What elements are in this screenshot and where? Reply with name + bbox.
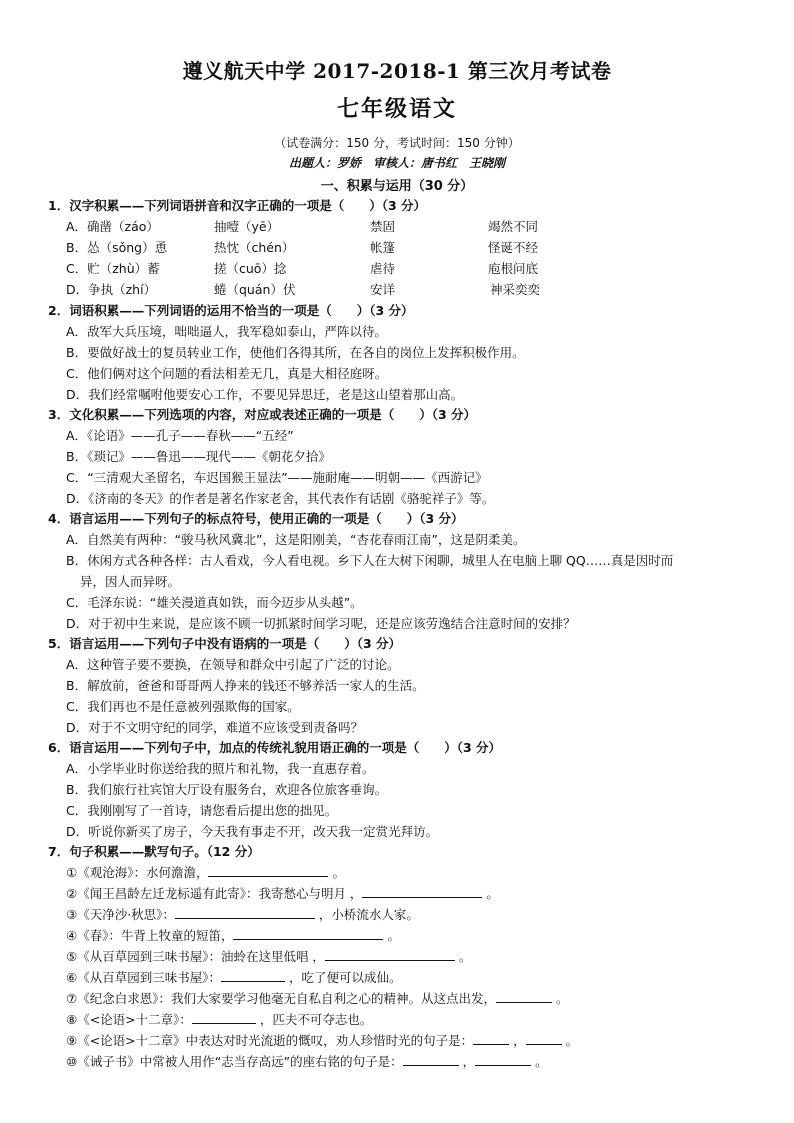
q7-item-1 <box>66 863 345 881</box>
question-7-stem: 7．句子积累——默写句子。（12 分） <box>48 844 260 859</box>
q1-option-a-2: 抽噎（yē） <box>214 219 280 234</box>
answer-blank[interactable] <box>475 1053 531 1066</box>
q1-option-d-4: 神采奕奕 <box>490 282 541 297</box>
q6-option-b: B．我们旅行社宾馆大厅设有服务台，欢迎各位旅客垂询。 <box>66 782 388 797</box>
q7-item-end: ，吃了便可以成仙。 <box>284 970 402 985</box>
authors-info: 出题人：罗娇 审核人：唐书红 王晓刚 <box>288 156 505 170</box>
q4-option-d: D．对于初中生来说，是应该不顾一切抓紧时间学习呢，还是应该劳逸结合注意时间的安排？ <box>66 616 576 631</box>
q7-item-separator: ， <box>458 1054 476 1069</box>
q7-item-6 <box>66 968 401 986</box>
q1-option-a-4: 竭然不同 <box>488 219 539 234</box>
q7-item-7 <box>66 989 568 1007</box>
q7-item-9 <box>66 1031 578 1049</box>
q7-item-8 <box>66 1010 372 1028</box>
q7-item-text: ⑦《纪念白求恩》：我们大家要学习他毫无自私自利之心的精神。从这点出发， <box>66 991 496 1006</box>
q1-option-a-1: A．确凿（záo） <box>66 219 159 234</box>
q1-option-d-1: D．争执（zhí） <box>66 282 157 297</box>
answer-blank[interactable] <box>473 1032 509 1045</box>
q3-option-d: D．《济南的冬天》的作者是著名作家老舍，其代表作有话剧《骆驼祥子》等。 <box>66 491 495 506</box>
q6-option-a: A．小学毕业时你送给我的照片和礼物，我一直惠存着。 <box>66 761 375 776</box>
q2-option-d: D．我们经常嘱咐他要安心工作，不要见异思迁，老是这山望着那山高。 <box>66 387 464 402</box>
q5-option-d: D．对于不文明守纪的同学，难道不应该受到责备吗？ <box>66 720 364 735</box>
q7-item-end: ，匹夫不可夺志也。 <box>255 1012 373 1027</box>
q1-option-c-1: C．贮（zhù）蓄 <box>66 261 160 276</box>
question-6-stem: 6．语言运用——下列句子中，加点的传统礼貌用语正确的一项是（ ）（3 分） <box>48 740 501 755</box>
q7-item-text: ④《春》：牛背上牧童的短笛， <box>66 928 234 943</box>
q7-item-text: ①《观沧海》：水何澹澹， <box>66 865 209 880</box>
q1-option-c-2: 搓（cuō）捻 <box>214 261 287 276</box>
q1-option-b-1: B．怂（sǒng）恿 <box>66 240 168 255</box>
q5-option-b: B．解放前，爸爸和哥哥两人挣来的钱还不够养活一家人的生活。 <box>66 678 425 693</box>
answer-blank[interactable] <box>496 990 552 1003</box>
answer-blank[interactable] <box>192 1011 256 1024</box>
q4-option-b: B．休闲方式各种各样：古人看戏，今人看电视。乡下人在大树下闲聊，城里人在电脑上聊 QQ……真是因时而 <box>66 553 674 568</box>
score-time-info: （试卷满分：150 分，考试时间：150 分钟） <box>274 136 520 150</box>
exam-subtitle: 七年级语文 <box>336 96 457 122</box>
q7-item-end: 。 <box>482 886 499 901</box>
q2-option-a: A．敌军大兵压境，咄咄逼人，我军稳如泰山，严阵以待。 <box>66 324 388 339</box>
q7-item-end: 。 <box>328 865 345 880</box>
question-2-stem: 2．词语积累——下列词语的运用不恰当的一项是（ ）（3 分） <box>48 303 414 318</box>
q7-item-end: 。 <box>383 928 400 943</box>
exam-title: 遵义航天中学 2017-2018-1 第三次月考试卷 <box>182 59 612 83</box>
q7-item-text: ③《天净沙·秋思》： <box>66 907 175 922</box>
q1-option-d-3: 安详 <box>370 282 396 297</box>
answer-blank[interactable] <box>362 885 482 898</box>
q6-option-d: D．听说你新买了房子，今天我有事走不开，改天我一定赏光拜访。 <box>66 824 439 839</box>
q5-option-c: C．我们再也不是任意被列强欺侮的国家。 <box>66 699 300 714</box>
q7-item-text: ⑧《<论语>十二章》： <box>66 1012 192 1027</box>
q7-item-text: ②《闻王昌龄左迁龙标遥有此寄》：我寄愁心与明月 ， <box>66 886 363 901</box>
q4-option-a: A．自然美有两种：“骏马秋风冀北”，这是阳刚美，“杏花春雨江南”，这是阴柔美。 <box>66 532 526 547</box>
q1-option-c-4: 庖根问底 <box>488 261 539 276</box>
q7-item-text: ⑨《<论语>十二章》中表达对时光流逝的慨叹，劝人珍惜时光的句子是： <box>66 1033 474 1048</box>
q1-option-b-4: 怪诞不经 <box>488 240 539 255</box>
answer-blank[interactable] <box>526 1032 562 1045</box>
q7-item-4 <box>66 926 400 944</box>
q7-item-5 <box>66 947 471 965</box>
q7-item-2 <box>66 884 499 902</box>
q1-option-a-3: 禁固 <box>370 219 396 234</box>
q7-item-end: 。 <box>454 949 472 964</box>
answer-blank[interactable] <box>221 969 285 982</box>
q7-item-text: ⑩《诫子书》中常被人用作“志当存高远”的座右铭的句子是： <box>66 1054 403 1069</box>
q3-option-c: C．“三清观大圣留名，车迟国猴王显法”——施耐庵——明朝——《西游记》 <box>66 470 488 485</box>
q1-option-b-3: 帐篷 <box>370 240 396 255</box>
q1-option-c-3: 虐待 <box>370 261 396 276</box>
q7-item-separator: ， <box>509 1033 526 1048</box>
q7-item-text: ⑥《从百草园到三味书屋》： <box>66 970 221 985</box>
q2-option-b: B．要做好战士的复员转业工作，使他们各得其所，在各自的岗位上发挥积极作用。 <box>66 345 525 360</box>
answer-blank[interactable] <box>325 948 455 961</box>
q7-item-end: ，小桥流水人家。 <box>314 907 419 922</box>
q7-item-3 <box>66 905 419 923</box>
q7-item-end: 。 <box>551 991 569 1006</box>
q1-option-b-2: 热忱（chén） <box>214 240 295 255</box>
q7-item-end: 。 <box>561 1033 579 1048</box>
q1-option-d-2: 蜷（quán）伏 <box>214 282 296 297</box>
q6-option-c: C．我刚刚写了一首诗，请您看后提出您的拙见。 <box>66 803 338 818</box>
section-heading: 一、积累与运用（30 分） <box>320 179 474 194</box>
q3-option-b: B．《琐记》——鲁迅——现代——《朝花夕拾》 <box>66 449 331 464</box>
answer-blank[interactable] <box>233 927 383 940</box>
answer-blank[interactable] <box>175 906 315 919</box>
question-5-stem: 5．语言运用——下列句子中没有语病的一项是（ ）（3 分） <box>48 636 401 651</box>
q4-option-b-continued: 异，因人而异呀。 <box>80 574 181 589</box>
answer-blank[interactable] <box>403 1053 459 1066</box>
answer-blank[interactable] <box>208 864 328 877</box>
q3-option-a: A．《论语》——孔子——春秋——“五经” <box>66 428 294 443</box>
q5-option-a: A．这种管子要不要换，在领导和群众中引起了广泛的讨论。 <box>66 657 400 672</box>
q4-option-c: C．毛泽东说：“雄关漫道真如铁，而今迈步从头越”。 <box>66 595 363 610</box>
q2-option-c: C．他们俩对这个问题的看法相差无几，真是大相径庭呀。 <box>66 366 388 381</box>
question-1-stem: 1．汉字积累——下列词语拼音和汉字正确的一项是（ ）（3 分） <box>48 198 426 213</box>
q7-item-end: 。 <box>531 1054 548 1069</box>
q7-item-text: ⑤《从百草园到三味书屋》：油蛉在这里低唱 ， <box>66 949 325 964</box>
question-3-stem: 3．文化积累——下列选项的内容，对应或表述正确的一项是（ ）（3 分） <box>48 407 476 422</box>
q7-item-10 <box>66 1052 548 1070</box>
question-4-stem: 4．语言运用——下列句子的标点符号，使用正确的一项是（ ）（3 分） <box>48 511 464 526</box>
